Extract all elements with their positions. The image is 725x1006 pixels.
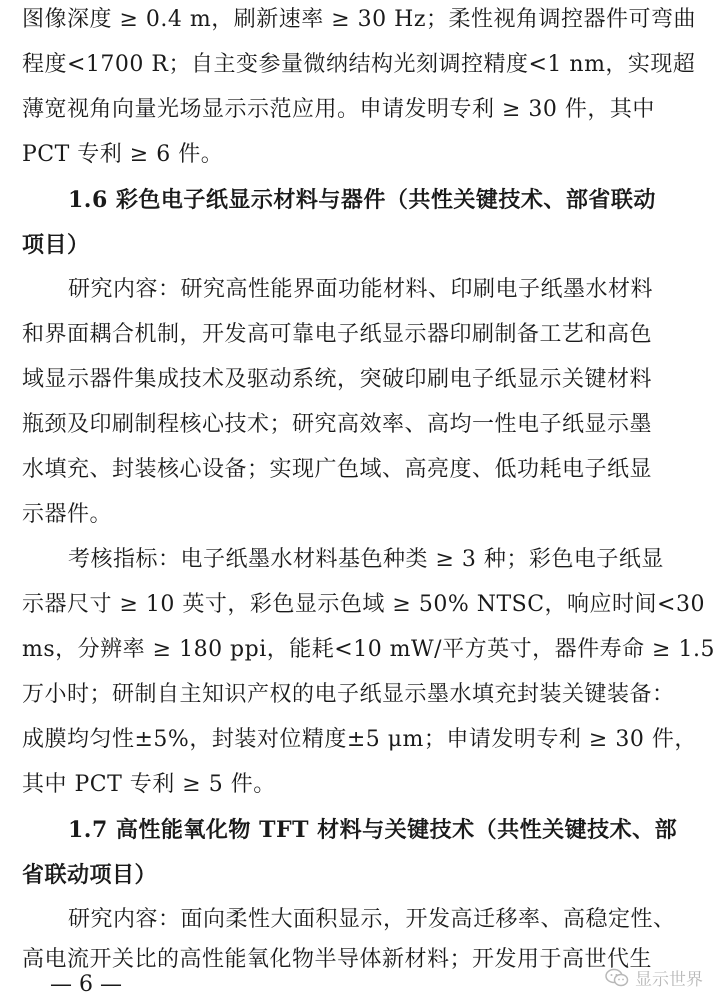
body-line: 成膜均匀性±5%，封装对位精度±5 μm；申请发明专利 ≥ 30 件， xyxy=(22,727,697,752)
body-line: ms，分辨率 ≥ 180 ppi，能耗<10 mW/平方英寸，器件寿命 ≥ 1.5 xyxy=(22,637,715,662)
body-line: PCT 专利 ≥ 6 件。 xyxy=(22,142,224,167)
body-line: 薄宽视角向量光场显示示范应用。申请发明专利 ≥ 30 件，其中 xyxy=(22,97,655,122)
body-line: 示器件。 xyxy=(22,502,113,527)
body-line: 研究内容：面向柔性大面积显示，开发高迁移率、高稳定性、 xyxy=(68,907,676,932)
body-line: 和界面耦合机制，开发高可靠电子纸显示器印刷制备工艺和高色 xyxy=(22,322,653,347)
body-line: 高电流开关比的高性能氧化物半导体新材料；开发用于高世代生 xyxy=(22,947,653,972)
body-line: 程度<1700 R；自主变参量微纳结构光刻调控精度<1 nm，实现超 xyxy=(22,52,696,77)
body-line: 示器尺寸 ≥ 10 英寸，彩色显示色域 ≥ 50% NTSC，响应时间<30 xyxy=(22,592,705,617)
page-number: — 6 — xyxy=(50,972,122,997)
body-line: 研究内容：研究高性能界面功能材料、印刷电子纸墨水材料 xyxy=(68,277,654,302)
wechat-icon xyxy=(605,968,629,988)
body-line: 水填充、封装核心设备；实现广色域、高亮度、低功耗电子纸显 xyxy=(22,457,653,482)
body-line: 考核指标：电子纸墨水材料基色种类 ≥ 3 种；彩色电子纸显 xyxy=(68,547,664,572)
section-heading: 1.6 彩色电子纸显示材料与器件（共性关键技术、部省联动 xyxy=(68,187,656,213)
section-heading: 省联动项目） xyxy=(22,862,158,888)
body-line: 其中 PCT 专利 ≥ 5 件。 xyxy=(22,772,276,797)
section-heading: 项目） xyxy=(22,232,90,258)
body-line: 域显示器件集成技术及驱动系统，突破印刷电子纸显示关键材料 xyxy=(22,367,653,392)
section-heading: 1.7 高性能氧化物 TFT 材料与关键技术（共性关键技术、部 xyxy=(68,817,678,843)
body-line: 图像深度 ≥ 0.4 m，刷新速率 ≥ 30 Hz；柔性视角调控器件可弯曲 xyxy=(22,7,696,32)
body-line: 瓶颈及印刷制程核心技术；研究高效率、高均一性电子纸显示墨 xyxy=(22,412,653,437)
watermark xyxy=(605,965,703,990)
watermark-text: 显示世界 xyxy=(635,970,703,990)
body-line: 万小时；研制自主知识产权的电子纸显示墨水填充封装关键装备： xyxy=(22,682,675,707)
